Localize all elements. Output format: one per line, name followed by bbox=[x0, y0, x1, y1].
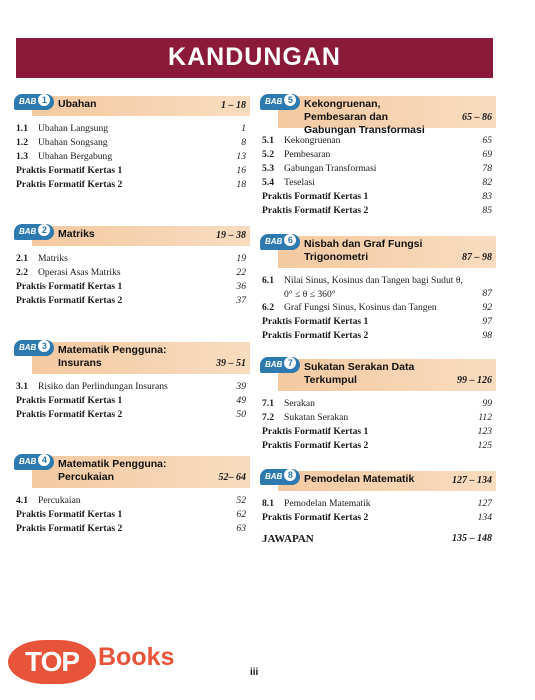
section-title: Matriks bbox=[38, 253, 68, 264]
bab-label: BAB bbox=[19, 457, 37, 466]
chapter-items bbox=[14, 252, 250, 308]
section-number: 1.1 bbox=[16, 123, 28, 134]
chapter-number: 6 bbox=[284, 234, 296, 246]
section-title: Pemodelan Matematik bbox=[284, 498, 371, 509]
chapter-title: Ubahan bbox=[58, 98, 97, 110]
entry-page-number: 36 bbox=[236, 281, 246, 292]
section-title: Ubahan Songsang bbox=[38, 137, 108, 148]
entry-page-number: 22 bbox=[236, 267, 246, 278]
toc-entry[interactable] bbox=[260, 176, 496, 190]
entry-page-number: 97 bbox=[482, 316, 492, 327]
bab-badge bbox=[14, 454, 54, 470]
bab-label: BAB bbox=[265, 237, 283, 246]
chapter-section bbox=[14, 340, 250, 422]
entry-page-number: 98 bbox=[482, 330, 492, 341]
section-title: Sukatan Serakan bbox=[284, 412, 349, 423]
page-number: iii bbox=[250, 667, 259, 678]
chapter-page-range: 65 – 86 bbox=[462, 112, 492, 123]
entry-page-number: 13 bbox=[236, 151, 246, 162]
section-title: Percukaian bbox=[38, 495, 81, 506]
chapter-section bbox=[14, 94, 250, 192]
toc-entry[interactable] bbox=[260, 411, 496, 425]
chapter-page-range: 99 – 126 bbox=[457, 375, 492, 386]
entry-page-number: 82 bbox=[482, 177, 492, 188]
bab-badge bbox=[14, 224, 54, 240]
bab-label: BAB bbox=[265, 360, 283, 369]
toc-entry[interactable] bbox=[260, 148, 496, 162]
chapter-title: Pemodelan Matematik bbox=[304, 473, 415, 485]
chapter-section bbox=[260, 469, 496, 525]
toc-entry[interactable] bbox=[14, 494, 250, 508]
toc-entry[interactable] bbox=[260, 204, 496, 218]
chapter-page-range: 39 – 51 bbox=[216, 358, 246, 369]
section-number: 7.1 bbox=[262, 398, 274, 409]
section-number: 4.1 bbox=[16, 495, 28, 506]
entry-page-number: 52 bbox=[236, 495, 246, 506]
section-title: Gabungan Transformasi bbox=[284, 163, 377, 174]
section-number: 6.1 bbox=[262, 275, 274, 286]
chapter-number: 7 bbox=[284, 357, 296, 369]
entry-page-number: 1 bbox=[241, 123, 246, 134]
chapter-heading[interactable] bbox=[14, 94, 250, 116]
toc-entry[interactable] bbox=[14, 522, 250, 536]
toc-entry[interactable] bbox=[260, 439, 496, 453]
chapter-title: Sukatan Serakan Data Terkumpul bbox=[304, 361, 415, 386]
chapter-number: 3 bbox=[38, 340, 50, 352]
bab-badge bbox=[14, 94, 54, 110]
section-title: Ubahan Bergabung bbox=[38, 151, 113, 162]
chapter-items bbox=[260, 274, 496, 343]
toc-entry[interactable] bbox=[260, 497, 496, 511]
practice-title: Praktis Formatif Kertas 2 bbox=[16, 409, 123, 420]
toc-entry[interactable] bbox=[260, 397, 496, 411]
left-column bbox=[14, 94, 250, 536]
toc-entry[interactable] bbox=[14, 136, 250, 150]
section-number: 3.1 bbox=[16, 381, 28, 392]
chapter-section bbox=[14, 224, 250, 308]
contents-header-banner bbox=[16, 38, 493, 78]
entry-page-number: 123 bbox=[477, 426, 492, 437]
entry-page-number: 87 bbox=[482, 288, 492, 299]
toc-entry[interactable] bbox=[14, 380, 250, 394]
entry-page-number: 65 bbox=[482, 135, 492, 146]
entry-page-number: 125 bbox=[477, 440, 492, 451]
section-number: 2.1 bbox=[16, 253, 28, 264]
answers-page-range: 135 – 148 bbox=[452, 533, 492, 544]
section-title: Operasi Asas Matriks bbox=[38, 267, 121, 278]
toc-entry[interactable] bbox=[260, 329, 496, 343]
entry-page-number: 134 bbox=[477, 512, 492, 523]
entry-page-number: 63 bbox=[236, 523, 246, 534]
entry-page-number: 62 bbox=[236, 509, 246, 520]
toc-entry[interactable] bbox=[14, 394, 250, 408]
section-title: Ubahan Langsung bbox=[38, 123, 109, 134]
section-number: 1.2 bbox=[16, 137, 28, 148]
logo-books-text: Books bbox=[98, 643, 175, 671]
practice-title: Praktis Formatif Kertas 1 bbox=[16, 509, 123, 520]
chapter-items bbox=[14, 122, 250, 192]
toc-entry[interactable] bbox=[14, 280, 250, 294]
entry-page-number: 19 bbox=[236, 253, 246, 264]
chapter-title: Matriks bbox=[58, 228, 95, 240]
chapter-heading[interactable] bbox=[260, 357, 496, 391]
practice-title: Praktis Formatif Kertas 2 bbox=[16, 179, 123, 190]
entry-page-number: 127 bbox=[477, 498, 492, 509]
section-number: 5.4 bbox=[262, 177, 274, 188]
toc-entry[interactable] bbox=[14, 252, 250, 266]
section-title: Kekongruenan bbox=[284, 135, 341, 146]
bab-badge bbox=[260, 469, 300, 485]
chapter-items bbox=[260, 134, 496, 218]
chapter-title: Kekongruenan, Pembesaran dan Gabungan Transformasi bbox=[304, 98, 425, 136]
chapter-number: 1 bbox=[38, 94, 50, 106]
chapter-number: 8 bbox=[284, 469, 296, 481]
practice-title: Praktis Formatif Kertas 1 bbox=[16, 281, 123, 292]
section-title: Nilai Sinus, Kosinus dan Tangen bagi Sudut θ, 0° ≤ θ ≤ 360° bbox=[284, 275, 463, 300]
practice-title: Praktis Formatif Kertas 2 bbox=[262, 512, 369, 523]
entry-page-number: 37 bbox=[236, 295, 246, 306]
chapter-section bbox=[260, 234, 496, 343]
chapter-section bbox=[260, 357, 496, 453]
practice-title: Praktis Formatif Kertas 2 bbox=[262, 205, 369, 216]
chapter-items bbox=[14, 494, 250, 536]
chapter-section bbox=[14, 454, 250, 536]
entry-page-number: 85 bbox=[482, 205, 492, 216]
toc-entry[interactable] bbox=[260, 190, 496, 204]
chapter-section bbox=[260, 94, 496, 218]
chapter-number: 5 bbox=[284, 94, 296, 106]
practice-title: Praktis Formatif Kertas 2 bbox=[16, 295, 123, 306]
toc-entry[interactable] bbox=[14, 164, 250, 178]
section-title: Pembesaran bbox=[284, 149, 331, 160]
chapter-items bbox=[260, 497, 496, 525]
bab-badge bbox=[14, 340, 54, 356]
section-number: 5.2 bbox=[262, 149, 274, 160]
entry-page-number: 39 bbox=[236, 381, 246, 392]
section-number: 2.2 bbox=[16, 267, 28, 278]
bab-label: BAB bbox=[19, 343, 37, 352]
chapter-items bbox=[14, 380, 250, 422]
toc-entry[interactable] bbox=[14, 178, 250, 192]
toc-entry[interactable] bbox=[14, 150, 250, 164]
entry-page-number: 50 bbox=[236, 409, 246, 420]
answers-label: JAWAPAN bbox=[262, 533, 314, 545]
section-title: Teselasi bbox=[284, 177, 315, 188]
toc-entry[interactable] bbox=[14, 508, 250, 522]
toc-entry[interactable] bbox=[260, 274, 496, 301]
section-number: 5.1 bbox=[262, 135, 274, 146]
chapter-page-range: 1 – 18 bbox=[221, 100, 246, 111]
practice-title: Praktis Formatif Kertas 1 bbox=[262, 191, 369, 202]
page-title: KANDUNGAN bbox=[168, 43, 341, 71]
section-number: 5.3 bbox=[262, 163, 274, 174]
bab-label: BAB bbox=[19, 97, 37, 106]
chapter-title: Matematik Pengguna: Percukaian bbox=[58, 458, 167, 483]
entry-page-number: 99 bbox=[482, 398, 492, 409]
chapter-heading[interactable] bbox=[14, 224, 250, 246]
chapter-heading[interactable] bbox=[14, 454, 250, 488]
bab-label: BAB bbox=[265, 472, 283, 481]
practice-title: Praktis Formatif Kertas 1 bbox=[16, 165, 123, 176]
section-number: 7.2 bbox=[262, 412, 274, 423]
chapter-page-range: 87 – 98 bbox=[462, 252, 492, 263]
toc-entry[interactable] bbox=[14, 266, 250, 280]
chapter-heading[interactable] bbox=[260, 469, 496, 491]
practice-title: Praktis Formatif Kertas 1 bbox=[262, 426, 369, 437]
section-number: 6.2 bbox=[262, 302, 274, 313]
bab-badge bbox=[260, 357, 300, 373]
section-title: Serakan bbox=[284, 398, 315, 409]
toc-entry[interactable] bbox=[260, 162, 496, 176]
toc-entry[interactable] bbox=[14, 408, 250, 422]
bab-badge bbox=[260, 234, 300, 250]
chapter-title: Matematik Pengguna: Insurans bbox=[58, 344, 167, 369]
entry-page-number: 18 bbox=[236, 179, 246, 190]
bab-label: BAB bbox=[19, 227, 37, 236]
entry-page-number: 8 bbox=[241, 137, 246, 148]
entry-page-number: 16 bbox=[236, 165, 246, 176]
bab-label: BAB bbox=[265, 97, 283, 106]
entry-page-number: 78 bbox=[482, 163, 492, 174]
entry-page-number: 112 bbox=[478, 412, 492, 423]
chapter-page-range: 127 – 134 bbox=[452, 475, 492, 486]
chapter-heading[interactable] bbox=[260, 234, 496, 268]
toc-entry[interactable] bbox=[260, 425, 496, 439]
toc-entry[interactable] bbox=[260, 301, 496, 315]
chapter-page-range: 19 – 38 bbox=[216, 230, 246, 241]
toc-entry[interactable] bbox=[260, 134, 496, 148]
entry-page-number: 83 bbox=[482, 191, 492, 202]
toc-entry[interactable] bbox=[260, 511, 496, 525]
practice-title: Praktis Formatif Kertas 2 bbox=[16, 523, 123, 534]
chapter-heading[interactable] bbox=[14, 340, 250, 374]
section-number: 8.1 bbox=[262, 498, 274, 509]
bab-badge bbox=[260, 94, 300, 110]
practice-title: Praktis Formatif Kertas 2 bbox=[262, 330, 369, 341]
entry-page-number: 69 bbox=[482, 149, 492, 160]
chapter-page-range: 52– 64 bbox=[218, 472, 246, 483]
answers-entry[interactable] bbox=[260, 533, 496, 549]
chapter-items bbox=[260, 397, 496, 453]
chapter-title: Nisbah dan Graf Fungsi Trigonometri bbox=[304, 238, 423, 263]
toc-entry[interactable] bbox=[14, 294, 250, 308]
section-title: Graf Fungsi Sinus, Kosinus dan Tangen bbox=[284, 302, 437, 313]
chapter-heading[interactable] bbox=[260, 94, 496, 136]
entry-page-number: 92 bbox=[482, 302, 492, 313]
practice-title: Praktis Formatif Kertas 2 bbox=[262, 440, 369, 451]
practice-title: Praktis Formatif Kertas 1 bbox=[262, 316, 369, 327]
chapter-number: 2 bbox=[38, 224, 50, 236]
toc-entry[interactable] bbox=[260, 315, 496, 329]
section-number: 1.3 bbox=[16, 151, 28, 162]
entry-page-number: 49 bbox=[236, 395, 246, 406]
right-column bbox=[260, 94, 496, 549]
logo-top-badge: TOP bbox=[8, 640, 96, 684]
practice-title: Praktis Formatif Kertas 1 bbox=[16, 395, 123, 406]
chapter-number: 4 bbox=[38, 454, 50, 466]
toc-entry[interactable] bbox=[14, 122, 250, 136]
topbooks-watermark-logo bbox=[0, 630, 210, 695]
section-title: Risiko dan Perlindungan Insurans bbox=[38, 381, 168, 392]
